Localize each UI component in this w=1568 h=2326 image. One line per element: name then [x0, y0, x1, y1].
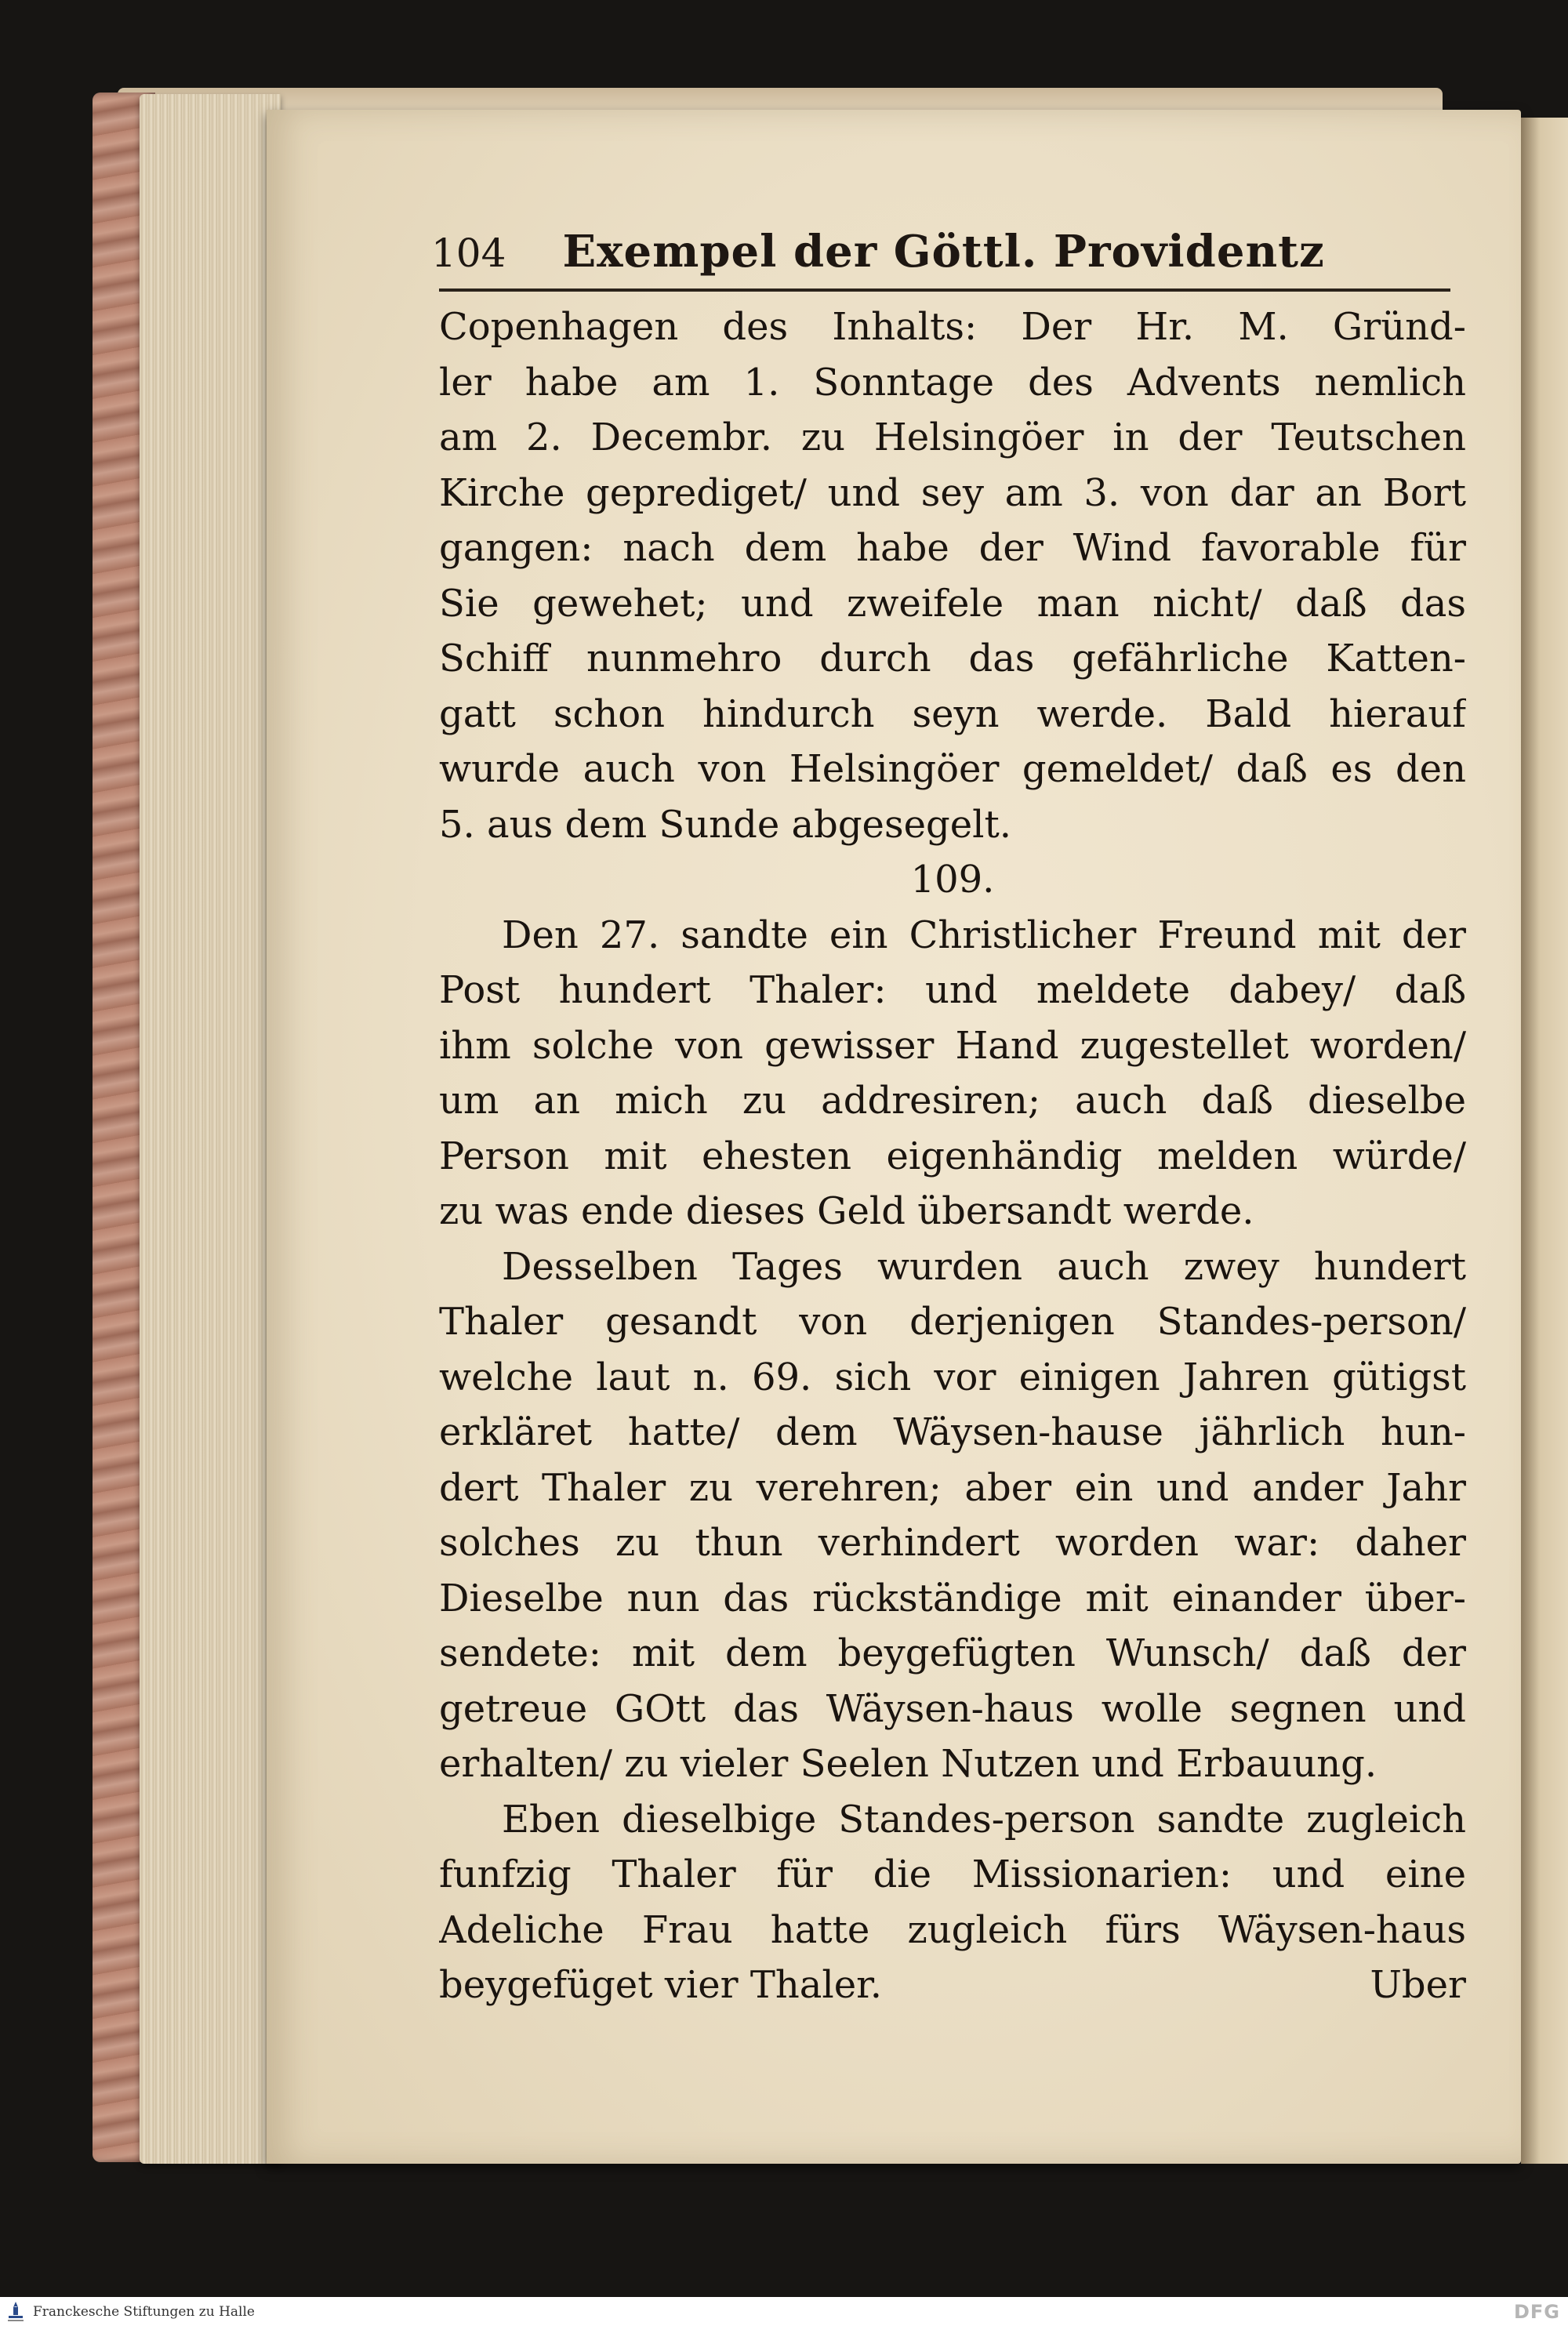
- text-line: zu was ende dieses Geld übersandt werde.: [439, 1189, 1254, 1233]
- page-stack-edge: [140, 94, 281, 2164]
- text-line: welche laut n. 69. sich vor einigen Jahren gütigst: [439, 1355, 1466, 1399]
- header-rule: [439, 288, 1450, 292]
- text-line: Kirche geprediget/ und sey am 3. von dar an Bort: [439, 470, 1466, 515]
- body-text: [439, 299, 1466, 2013]
- footer-bar: [0, 2297, 1568, 2326]
- text-line: Copenhagen des Inhalts: Der Hr. M. Gründ-: [439, 305, 1466, 349]
- text-line: Post hundert Thaler: und meldete dabey/ daß: [439, 968, 1466, 1012]
- text-line: 5. aus dem Sunde abgesegelt.: [439, 802, 1012, 847]
- text-line: sendete: mit dem beygefügten Wunsch/ daß der: [439, 1631, 1466, 1675]
- institution-name: Franckesche Stiftungen zu Halle: [33, 2303, 255, 2320]
- text-line: gangen: nach dem habe der Wind favorable für: [439, 526, 1466, 570]
- text-line: beygefüget vier Thaler.: [439, 1963, 883, 2007]
- institution-logo-icon: [6, 2301, 25, 2323]
- footer-left: [0, 2301, 255, 2323]
- text-line: funfzig Thaler für die Missionarien: und eine: [439, 1852, 1466, 1896]
- text-line: dert Thaler zu verehren; aber ein und ander Jahr: [439, 1465, 1466, 1510]
- text-line: ihm solche von gewisser Hand zugestellet worden/: [439, 1023, 1466, 1068]
- text-line: solches zu thun verhindert worden war: daher: [439, 1521, 1466, 1565]
- text-line: erkläret hatte/ dem Wäysen-hause jährlich hun-: [439, 1410, 1466, 1454]
- text-line: am 2. Decembr. zu Helsingöer in der Teutschen: [439, 415, 1466, 459]
- text-line: Schiff nunmehro durch das gefährliche Katten-: [439, 637, 1466, 680]
- text-line: um an mich zu addresiren; auch daß dieselbe: [439, 1079, 1466, 1123]
- text-line: Eben dieselbige Standes-person sandte zugleich: [502, 1797, 1466, 1842]
- page-number: 104: [431, 230, 506, 276]
- text-line: erhalten/ zu vieler Seelen Nutzen und Erbauung.: [439, 1742, 1377, 1786]
- text-line: getreue GOtt das Wäysen-haus wolle segnen und: [439, 1686, 1466, 1731]
- text-line: ler habe am 1. Sonntage des Advents nemlich: [439, 360, 1466, 405]
- text-line: Thaler gesandt von derjenigen Standes-person/: [439, 1300, 1466, 1344]
- section-number: 109.: [910, 858, 995, 902]
- text-line: Dieselbe nun das rückständige mit einander über-: [439, 1576, 1466, 1620]
- catchword: Uber: [1370, 1963, 1466, 2007]
- text-line: Sie gewehet; und zweifele man nicht/ daß das: [439, 581, 1466, 626]
- dfg-logo: DFG: [1513, 2300, 1560, 2323]
- text-line: Adeliche Frau hatte zugleich fürs Wäysen-haus: [439, 1907, 1466, 1952]
- text-line: wurde auch von Helsingöer gemeldet/ daß es den: [439, 747, 1466, 791]
- text-line: Den 27. sandte ein Christlicher Freund mit der: [502, 913, 1466, 957]
- running-title: Exempel der Göttl. Providentz: [562, 226, 1325, 278]
- running-head: [431, 226, 1325, 288]
- text-line: Person mit ehesten eigenhändig melden würde/: [439, 1134, 1466, 1178]
- facing-page-edge: [1521, 118, 1568, 2164]
- text-line: gatt schon hindurch seyn werde. Bald hierauf: [439, 691, 1466, 736]
- text-line: Desselben Tages wurden auch zwey hundert: [502, 1244, 1466, 1289]
- last-line-with-catchword: [439, 1958, 1466, 2013]
